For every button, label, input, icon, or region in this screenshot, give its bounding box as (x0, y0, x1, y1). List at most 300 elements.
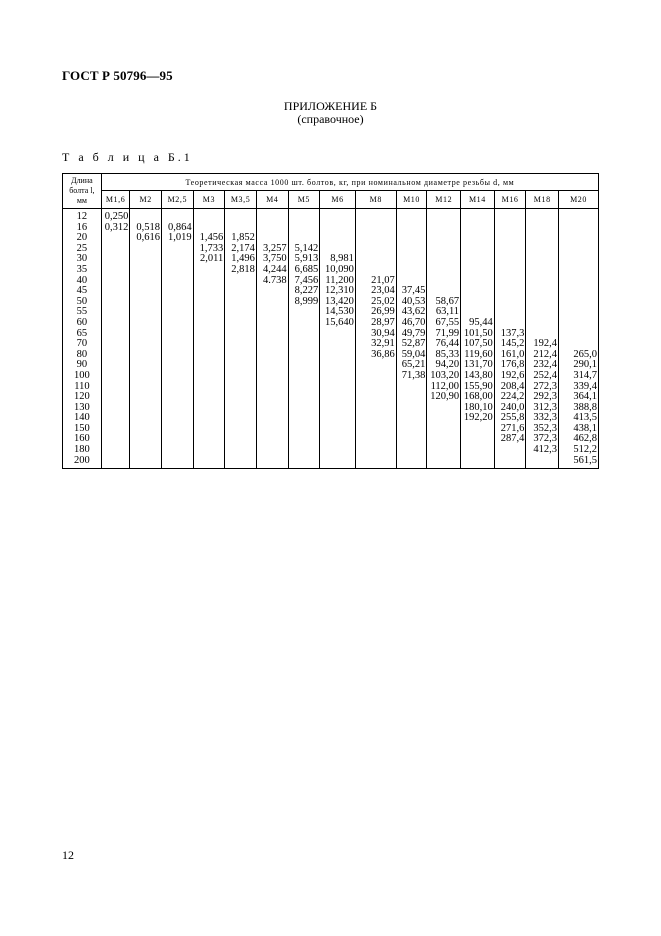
mass-value (320, 392, 355, 403)
mass-value: 180,10 (463, 402, 493, 413)
mass-value (356, 223, 396, 234)
mass-value (130, 297, 161, 308)
length-value: 65 (76, 328, 88, 339)
mass-value (526, 254, 558, 265)
mass-value: 2,174 (231, 243, 255, 254)
mass-value (427, 254, 460, 265)
mass-value: 155,90 (463, 381, 493, 392)
mass-value (130, 382, 161, 393)
mass-value (102, 424, 130, 435)
mass-value: 364,1 (573, 392, 597, 403)
mass-value (495, 265, 526, 276)
appendix-title: ПРИЛОЖЕНИЕ Б (283, 99, 378, 113)
mass-value (397, 434, 427, 445)
mass-value (289, 456, 320, 467)
mass-value (162, 434, 193, 445)
mass-value (289, 424, 320, 435)
mass-value (257, 212, 288, 223)
mass-value (526, 233, 558, 244)
mass-value (320, 360, 355, 371)
mass-value: 46,70 (401, 317, 426, 328)
mass-value (194, 445, 225, 456)
mass-value (130, 392, 161, 403)
mass-value: 1,456 (199, 233, 224, 244)
mass-value (162, 339, 193, 350)
mass-column (101, 209, 130, 469)
mass-value: 372,3 (533, 434, 558, 445)
length-column (63, 209, 102, 469)
mass-value: 112,00 (430, 381, 460, 392)
mass-value (102, 456, 130, 467)
mass-value: 0,616 (136, 233, 160, 244)
mass-value: 4.738 (262, 275, 287, 286)
mass-value (397, 223, 427, 234)
mass-value: 107,50 (463, 339, 493, 350)
mass-value (427, 233, 460, 244)
mass-value (526, 212, 558, 223)
mass-value: 13,420 (325, 296, 354, 307)
mass-value (526, 265, 558, 276)
mass-value: 137,3 (500, 328, 525, 339)
mass-value (289, 307, 320, 318)
mass-value (225, 286, 256, 297)
mass-value (461, 456, 494, 467)
mass-value (102, 254, 130, 265)
mass-value: 143,80 (463, 370, 493, 381)
mass-value: 145,2 (500, 339, 525, 350)
mass-value (102, 382, 130, 393)
mass-value: 119,60 (464, 349, 493, 360)
length-value: 20 (76, 233, 88, 244)
mass-value (427, 244, 460, 255)
mass-value: 2,818 (231, 264, 255, 275)
mass-value (257, 339, 288, 350)
mass-value (194, 318, 225, 329)
mass-value (289, 445, 320, 456)
mass-value (130, 329, 161, 340)
mass-value: 2,011 (200, 254, 224, 265)
mass-value: 561,5 (573, 455, 597, 466)
mass-value (356, 403, 396, 414)
mass-value (495, 212, 526, 223)
mass-value (194, 286, 225, 297)
mass-value (130, 318, 161, 329)
mass-value (427, 276, 460, 287)
mass-value (194, 403, 225, 414)
mass-value (130, 413, 161, 424)
mass-value (427, 212, 460, 223)
mass-value (559, 265, 598, 276)
diameter-header: М16 (494, 191, 526, 209)
mass-value (397, 244, 427, 255)
mass-value (289, 371, 320, 382)
mass-value (162, 445, 193, 456)
mass-value (162, 371, 193, 382)
length-value: 200 (74, 455, 90, 466)
mass-value: 1,019 (168, 233, 192, 244)
mass-value (559, 286, 598, 297)
mass-value: 8,981 (330, 254, 354, 265)
mass-value (257, 233, 288, 244)
mass-column (559, 209, 599, 469)
mass-value: 25,02 (371, 296, 395, 307)
mass-value (130, 244, 161, 255)
mass-value (130, 339, 161, 350)
mass-value (397, 445, 427, 456)
mass-value (559, 329, 598, 340)
mass-value (427, 223, 460, 234)
mass-value: 1,496 (231, 254, 255, 265)
length-value: 160 (74, 434, 90, 445)
mass-value (162, 307, 193, 318)
appendix-subtitle: (справочное) (297, 112, 364, 126)
mass-value (526, 276, 558, 287)
length-header-line: мм (76, 196, 87, 205)
length-value: 80 (76, 349, 88, 360)
mass-value (495, 233, 526, 244)
mass-value: 271,6 (500, 423, 525, 434)
mass-value: 65,21 (401, 360, 426, 371)
mass-value (320, 339, 355, 350)
diameter-header: М14 (461, 191, 495, 209)
mass-value (526, 456, 558, 467)
mass-value (559, 297, 598, 308)
length-value: 180 (74, 445, 90, 456)
diameter-header: М8 (355, 191, 396, 209)
mass-value (257, 318, 288, 329)
mass-value: 36,86 (371, 349, 395, 360)
mass-value (289, 212, 320, 223)
mass-value (130, 445, 161, 456)
mass-column (320, 209, 356, 469)
mass-value (559, 212, 598, 223)
mass-value (397, 212, 427, 223)
mass-value (356, 265, 396, 276)
diameter-header-row (63, 191, 599, 209)
mass-value: 30,94 (371, 328, 395, 339)
mass-value: 192,6 (500, 370, 525, 381)
mass-value (356, 424, 396, 435)
mass-value: 11,200 (325, 275, 354, 286)
mass-value (356, 413, 396, 424)
mass-value (162, 403, 193, 414)
mass-value (427, 434, 460, 445)
mass-value (225, 297, 256, 308)
mass-value: 49,79 (401, 328, 426, 339)
mass-value (461, 265, 494, 276)
mass-value (356, 382, 396, 393)
mass-value (461, 434, 494, 445)
mass-value: 14,530 (325, 307, 354, 318)
mass-value (526, 329, 558, 340)
mass-value (397, 233, 427, 244)
mass-value (320, 233, 355, 244)
mass-value (461, 286, 494, 297)
mass-value: 52,87 (401, 339, 426, 350)
mass-value: 94,20 (435, 360, 460, 371)
diameter-header: М3,5 (225, 191, 257, 209)
mass-value (495, 223, 526, 234)
mass-value (130, 371, 161, 382)
mass-value (162, 424, 193, 435)
mass-value (225, 329, 256, 340)
mass-value (559, 254, 598, 265)
length-value: 90 (76, 360, 88, 371)
mass-value: 314,7 (573, 370, 597, 381)
mass-value (356, 371, 396, 382)
diameter-header: М20 (559, 191, 599, 209)
mass-value (194, 371, 225, 382)
mass-value (461, 244, 494, 255)
mass-value (225, 212, 256, 223)
mass-value (320, 382, 355, 393)
length-value: 50 (76, 296, 88, 307)
mass-value: 292,3 (533, 392, 558, 403)
mass-value (559, 307, 598, 318)
bolt-mass-table (62, 173, 599, 469)
mass-value: 101,50 (463, 328, 493, 339)
mass-value (102, 339, 130, 350)
mass-value (257, 307, 288, 318)
mass-value (194, 382, 225, 393)
mass-value (427, 403, 460, 414)
mass-value (257, 329, 288, 340)
mass-value (130, 403, 161, 414)
diameter-header: М10 (396, 191, 427, 209)
mass-value (130, 254, 161, 265)
mass-value: 28,97 (371, 317, 395, 328)
mass-value: 3,257 (262, 243, 287, 254)
mass-value: 290,1 (573, 360, 597, 371)
mass-value (559, 276, 598, 287)
mass-value (102, 307, 130, 318)
mass-value (289, 360, 320, 371)
mass-value: 212,4 (533, 349, 558, 360)
mass-value (461, 297, 494, 308)
mass-value (257, 350, 288, 361)
mass-value (397, 392, 427, 403)
mass-value (102, 318, 130, 329)
mass-column (526, 209, 559, 469)
mass-value (397, 456, 427, 467)
mass-value (397, 265, 427, 276)
mass-column (288, 209, 320, 469)
mass-value: 71,38 (401, 370, 426, 381)
mass-value (526, 297, 558, 308)
mass-value (356, 233, 396, 244)
mass-value (427, 456, 460, 467)
mass-value (257, 413, 288, 424)
mass-value (162, 350, 193, 361)
mass-value (320, 350, 355, 361)
mass-value (257, 360, 288, 371)
mass-value (225, 307, 256, 318)
mass-value (320, 413, 355, 424)
mass-value (194, 360, 225, 371)
mass-value (461, 212, 494, 223)
mass-value (194, 434, 225, 445)
mass-value (194, 392, 225, 403)
mass-value (559, 223, 598, 234)
mass-value (289, 223, 320, 234)
mass-value: 4,244 (262, 264, 287, 275)
appendix-heading (0, 100, 661, 126)
mass-value (194, 265, 225, 276)
mass-column (130, 209, 162, 469)
mass-value: 58,67 (435, 296, 460, 307)
length-value: 70 (76, 339, 88, 350)
length-header-line: болта l, (69, 186, 95, 195)
mass-value: 312,3 (533, 402, 558, 413)
mass-column (396, 209, 427, 469)
mass-value (194, 424, 225, 435)
mass-value (130, 307, 161, 318)
mass-value (257, 371, 288, 382)
mass-value (427, 424, 460, 435)
mass-value (461, 307, 494, 318)
mass-value: 168,00 (463, 392, 493, 403)
mass-value (225, 339, 256, 350)
mass-value (526, 244, 558, 255)
mass-value: 120,90 (430, 392, 460, 403)
mass-value (225, 403, 256, 414)
mass-value (257, 403, 288, 414)
mass-value (162, 392, 193, 403)
mass-value (526, 318, 558, 329)
mass-value (559, 244, 598, 255)
mass-value: 5,913 (294, 254, 319, 265)
mass-value (289, 382, 320, 393)
diameter-header: М2,5 (162, 191, 194, 209)
mass-value: 71,99 (435, 328, 460, 339)
mass-value (356, 434, 396, 445)
mass-value (130, 350, 161, 361)
standard-designation: ГОСТ Р 50796—95 (62, 68, 173, 83)
mass-value (397, 276, 427, 287)
length-value: 140 (74, 413, 90, 424)
mass-value: 12,310 (325, 286, 354, 297)
mass-value (102, 329, 130, 340)
mass-value (461, 276, 494, 287)
mass-value (356, 360, 396, 371)
length-value: 110 (74, 381, 90, 392)
mass-value: 23,04 (371, 286, 395, 297)
mass-value (102, 360, 130, 371)
length-value: 55 (76, 307, 88, 318)
mass-value: 67,55 (435, 317, 460, 328)
mass-value (102, 233, 130, 244)
mass-value (130, 456, 161, 467)
length-value: 25 (76, 243, 88, 254)
mass-value (162, 254, 193, 265)
mass-value (397, 403, 427, 414)
diameter-header: М6 (320, 191, 356, 209)
mass-value: 1,733 (199, 243, 224, 254)
mass-value (356, 254, 396, 265)
mass-value (559, 318, 598, 329)
mass-value (130, 424, 161, 435)
mass-value (526, 286, 558, 297)
diameter-header: М18 (526, 191, 559, 209)
mass-value (526, 223, 558, 234)
mass-value (162, 297, 193, 308)
mass-value (162, 276, 193, 287)
mass-value (225, 350, 256, 361)
mass-value: 0,518 (136, 222, 160, 233)
mass-value (320, 212, 355, 223)
mass-value (495, 286, 526, 297)
diameter-header: М2 (130, 191, 162, 209)
mass-value (495, 445, 526, 456)
mass-value (397, 413, 427, 424)
mass-column (494, 209, 526, 469)
mass-value: 3,750 (262, 254, 287, 265)
mass-column (461, 209, 495, 469)
mass-value (320, 445, 355, 456)
mass-value: 6,685 (294, 264, 319, 275)
mass-value: 15,640 (325, 317, 354, 328)
mass-value (257, 392, 288, 403)
mass-value (257, 297, 288, 308)
table-caption: Т а б л и ц а Б.1 (62, 150, 193, 164)
mass-value (162, 244, 193, 255)
mass-value (427, 413, 460, 424)
mass-value: 85,33 (435, 349, 460, 360)
length-value: 150 (74, 423, 90, 434)
mass-value (194, 297, 225, 308)
mass-value: 10,090 (325, 264, 354, 275)
mass-value: 8,227 (294, 286, 319, 297)
mass-value (289, 233, 320, 244)
mass-value (102, 392, 130, 403)
mass-value (289, 318, 320, 329)
mass-value (495, 244, 526, 255)
mass-value (162, 286, 193, 297)
mass-value: 332,3 (533, 413, 558, 424)
mass-value (427, 265, 460, 276)
mass-value (225, 456, 256, 467)
mass-value (461, 424, 494, 435)
mass-value: 161,0 (500, 349, 525, 360)
mass-value (194, 350, 225, 361)
mass-value (495, 254, 526, 265)
length-value: 130 (74, 402, 90, 413)
mass-value: 462,8 (573, 434, 597, 445)
mass-value (356, 392, 396, 403)
mass-value (225, 445, 256, 456)
mass-value (102, 350, 130, 361)
mass-value (397, 382, 427, 393)
mass-value (130, 434, 161, 445)
mass-value: 192,20 (463, 413, 493, 424)
mass-value (320, 456, 355, 467)
mass-value (162, 329, 193, 340)
mass-value (289, 339, 320, 350)
mass-value (559, 233, 598, 244)
mass-value (559, 339, 598, 350)
mass-column (427, 209, 461, 469)
mass-value (495, 276, 526, 287)
length-value: 60 (76, 317, 88, 328)
mass-value (427, 445, 460, 456)
length-value: 12 (76, 212, 88, 222)
mass-column (225, 209, 257, 469)
mass-value (130, 286, 161, 297)
mass-value (225, 276, 256, 287)
mass-value (102, 403, 130, 414)
mass-value: 59,04 (401, 349, 426, 360)
mass-value: 232,4 (533, 360, 558, 371)
